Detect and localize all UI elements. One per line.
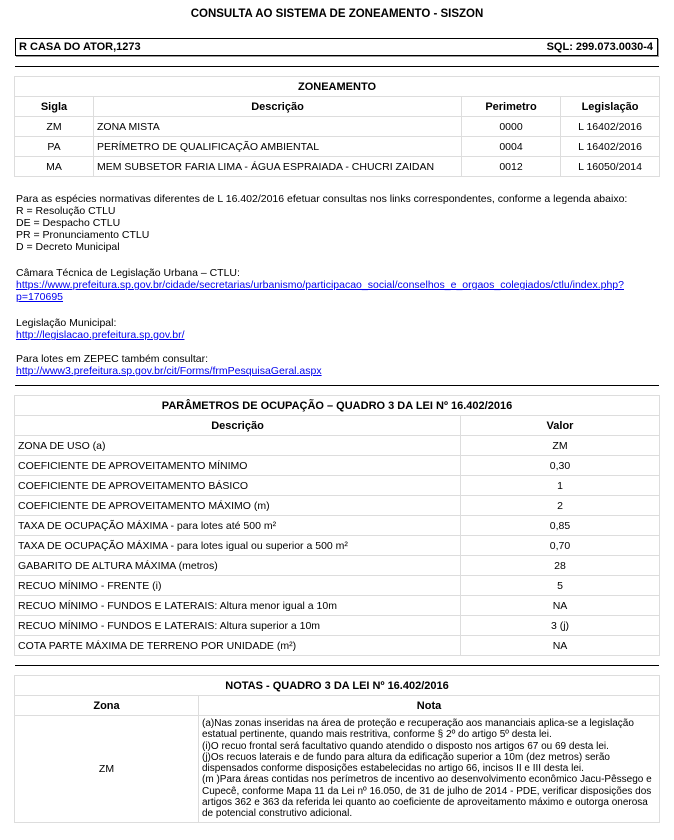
ctlu-link-line2[interactable]: p=170695 bbox=[16, 291, 64, 303]
param-value: ZM bbox=[461, 436, 660, 456]
param-value: NA bbox=[461, 596, 660, 616]
param-label: COEFICIENTE DE APROVEITAMENTO MÍNIMO bbox=[15, 456, 461, 476]
table-row bbox=[15, 716, 660, 823]
table-row bbox=[15, 137, 660, 157]
nota-line: (j)Os recuos laterais e de fundo para altura da edificação superior a 10m (dez metros) serão dispensados conforme disposições estabelecidas no artigo 66, incisos II e III desta lei. bbox=[202, 751, 610, 775]
table-row bbox=[15, 516, 660, 536]
param-value: 28 bbox=[461, 556, 660, 576]
divider bbox=[15, 385, 659, 386]
sigla-cell: PA bbox=[15, 137, 94, 157]
parametros-table bbox=[14, 395, 660, 656]
sql-number: SQL: 299.073.0030-4 bbox=[546, 41, 653, 53]
zoneamento-caption: ZONEAMENTO bbox=[15, 77, 660, 97]
legend-block bbox=[16, 193, 627, 253]
header-zona: Zona bbox=[15, 696, 199, 716]
header-descricao: Descrição bbox=[94, 97, 462, 117]
sigla-cell: ZM bbox=[15, 117, 94, 137]
legislacao-cell: L 16050/2014 bbox=[561, 157, 660, 177]
zoneamento-table bbox=[14, 76, 660, 177]
divider bbox=[15, 665, 659, 666]
param-value: 2 bbox=[461, 496, 660, 516]
divider bbox=[15, 66, 659, 67]
param-value: 5 bbox=[461, 576, 660, 596]
table-row bbox=[15, 556, 660, 576]
zona-cell: ZM bbox=[15, 716, 199, 823]
address-text: R CASA DO ATOR,1273 bbox=[19, 41, 141, 53]
param-value: 0,70 bbox=[461, 536, 660, 556]
ctlu-link-line1[interactable]: https://www.prefeitura.sp.gov.br/cidade/secretarias/urbanismo/participacao_social/conselhos_e_orgaos_colegiados/ctlu/index.php? bbox=[16, 279, 624, 291]
ctlu-link[interactable] bbox=[16, 279, 624, 303]
nota-line: (m )Para áreas contidas nos perímetros de incentivo ao desenvolvimento econômico Jacu-Pêssego e Cupecê, conforme Mapa 11 da Lei nº 16.050, de 31 de julho de 2014 - PDE, verificar disposições dos artigos 362 e 363 da referida lei quanto ao coeficiente de aproveitamento máximo e outorga onerosa de potencial construtivo adicional. bbox=[202, 774, 652, 820]
descricao-cell: PERÍMETRO DE QUALIFICAÇÃO AMBIENTAL bbox=[94, 137, 462, 157]
zepec-block bbox=[16, 353, 322, 377]
perimetro-cell: 0012 bbox=[462, 157, 561, 177]
param-value: NA bbox=[461, 636, 660, 656]
table-row bbox=[15, 496, 660, 516]
param-value: 0,30 bbox=[461, 456, 660, 476]
zepec-link[interactable]: http://www3.prefeitura.sp.gov.br/cit/Forms/frmPesquisaGeral.aspx bbox=[16, 365, 322, 377]
legend-intro: Para as espécies normativas diferentes de L 16.402/2016 efetuar consultas nos links correspondentes, conforme a legenda abaixo: bbox=[16, 193, 628, 205]
nota-line: (a)Nas zonas inseridas na área de proteção e recuperação aos mananciais aplica-se a legislação estatual pertinente, quando mais restritiva, conforme § 2º do artigo 5º desta lei. bbox=[202, 718, 634, 741]
legend-item: D = Decreto Municipal bbox=[16, 241, 120, 253]
legislacao-label: Legislação Municipal: bbox=[16, 317, 117, 329]
parametros-caption: PARÂMETROS DE OCUPAÇÃO – QUADRO 3 DA LEI Nº 16.402/2016 bbox=[15, 396, 660, 416]
table-row bbox=[15, 476, 660, 496]
perimetro-cell: 0004 bbox=[462, 137, 561, 157]
table-row bbox=[15, 616, 660, 636]
param-label: RECUO MÍNIMO - FUNDOS E LATERAIS: Altura menor igual a 10m bbox=[15, 596, 461, 616]
param-label: TAXA DE OCUPAÇÃO MÁXIMA - para lotes igual ou superior a 500 m² bbox=[15, 536, 461, 556]
header-legislacao: Legislação bbox=[561, 97, 660, 117]
param-label: RECUO MÍNIMO - FUNDOS E LATERAIS: Altura superior a 10m bbox=[15, 616, 461, 636]
notas-table bbox=[14, 675, 660, 823]
legend-item: PR = Pronunciamento CTLU bbox=[16, 229, 150, 241]
page-title: CONSULTA AO SISTEMA DE ZONEAMENTO - SISZON bbox=[190, 8, 484, 20]
ctlu-block bbox=[16, 267, 624, 303]
param-value: 0,85 bbox=[461, 516, 660, 536]
notas-caption: NOTAS - QUADRO 3 DA LEI Nº 16.402/2016 bbox=[15, 676, 660, 696]
descricao-cell: MEM SUBSETOR FARIA LIMA - ÁGUA ESPRAIADA - CHUCRI ZAIDAN bbox=[94, 157, 462, 177]
legislacao-cell: L 16402/2016 bbox=[561, 137, 660, 157]
nota-cell bbox=[199, 716, 660, 823]
legislacao-link[interactable]: http://legislacao.prefeitura.sp.gov.br/ bbox=[16, 329, 185, 341]
table-row bbox=[15, 576, 660, 596]
sigla-cell: MA bbox=[15, 157, 94, 177]
header-sigla: Sigla bbox=[15, 97, 94, 117]
param-value: 3 (j) bbox=[461, 616, 660, 636]
legislacao-block bbox=[16, 317, 184, 341]
legend-item: R = Resolução CTLU bbox=[16, 205, 116, 217]
perimetro-cell: 0000 bbox=[462, 117, 561, 137]
header-perimetro: Perimetro bbox=[462, 97, 561, 117]
table-row bbox=[15, 117, 660, 137]
param-label: TAXA DE OCUPAÇÃO MÁXIMA - para lotes até 500 m² bbox=[15, 516, 461, 536]
param-label: GABARITO DE ALTURA MÁXIMA (metros) bbox=[15, 556, 461, 576]
header-descricao: Descrição bbox=[15, 416, 461, 436]
param-label: ZONA DE USO (a) bbox=[15, 436, 461, 456]
header-valor: Valor bbox=[461, 416, 660, 436]
zepec-label: Para lotes em ZEPEC também consultar: bbox=[16, 353, 208, 365]
param-label: COEFICIENTE DE APROVEITAMENTO BÁSICO bbox=[15, 476, 461, 496]
address-bar bbox=[15, 38, 658, 56]
header-nota: Nota bbox=[199, 696, 660, 716]
table-row bbox=[15, 536, 660, 556]
table-row bbox=[15, 456, 660, 476]
table-row bbox=[15, 436, 660, 456]
legislacao-cell: L 16402/2016 bbox=[561, 117, 660, 137]
table-row bbox=[15, 596, 660, 616]
param-label: COTA PARTE MÁXIMA DE TERRENO POR UNIDADE (m²) bbox=[15, 636, 461, 656]
descricao-cell: ZONA MISTA bbox=[94, 117, 462, 137]
ctlu-label: Câmara Técnica de Legislação Urbana – CTLU: bbox=[16, 267, 240, 279]
legend-item: DE = Despacho CTLU bbox=[16, 217, 121, 229]
table-row bbox=[15, 157, 660, 177]
param-value: 1 bbox=[461, 476, 660, 496]
nota-line: (i)O recuo frontal será facultativo quando atendido o disposto nos artigos 67 ou 69 desta lei. bbox=[202, 740, 609, 752]
param-label: RECUO MÍNIMO - FRENTE (i) bbox=[15, 576, 461, 596]
table-row bbox=[15, 636, 660, 656]
param-label: COEFICIENTE DE APROVEITAMENTO MÁXIMO (m) bbox=[15, 496, 461, 516]
